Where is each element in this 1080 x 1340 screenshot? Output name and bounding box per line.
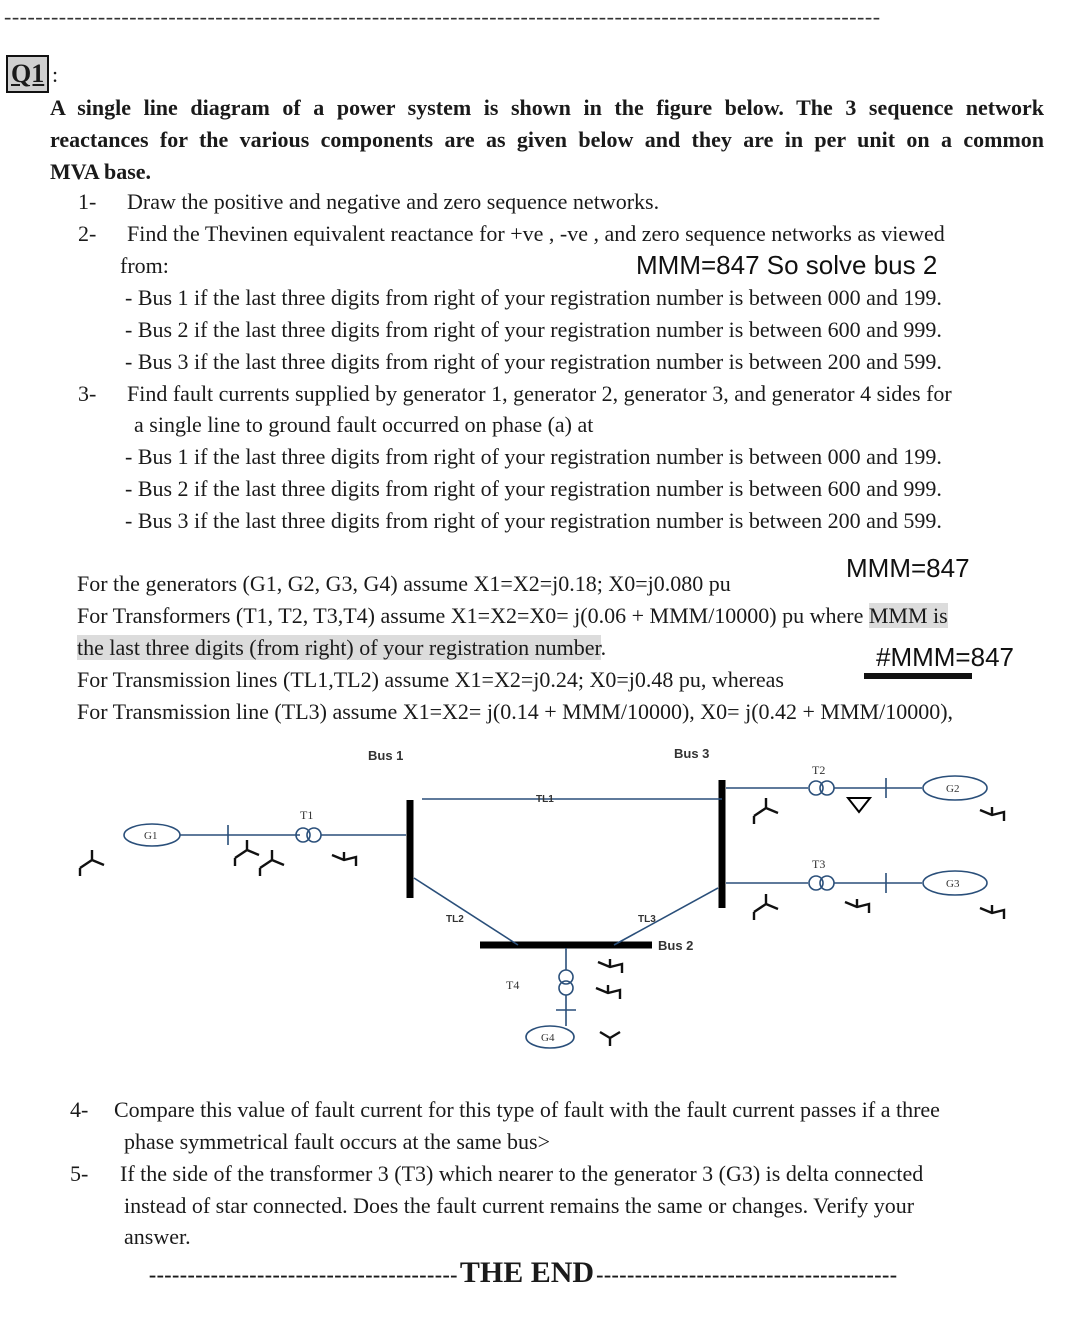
item-5-continuation: instead of star connected. Does the fault current remains the same or changes. Verify your (124, 1193, 915, 1218)
item-2-text: Find the Thevinen equivalent reactance for +ve , -ve , and zero sequence networks as viewed (127, 221, 945, 246)
tl2-label: TL2 (446, 914, 464, 925)
transformers-data-line-2 (77, 635, 606, 661)
line-tl3-data: For Transmission line (TL3) assume X1=X2= j(0.14 + MMM/10000), X0= j(0.42 + MMM/10000), (77, 699, 954, 724)
t3-symbol (820, 876, 834, 890)
item-2-number: 2- (78, 221, 97, 246)
item-1-text: Draw the positive and negative and zero sequence networks. (127, 189, 660, 214)
item-4-text: Compare this value of fault current for this type of fault with the fault current passes if a three (114, 1097, 940, 1122)
t1-label: T1 (300, 808, 314, 822)
bus-2-label: Bus 2 (658, 938, 694, 953)
t2-label: T2 (812, 763, 826, 777)
tl3-line (614, 888, 718, 945)
item-2-continuation: from: (120, 253, 169, 278)
item-4-number: 4- (70, 1097, 89, 1122)
item-3-text: Find fault currents supplied by generator 1, generator 2, generator 3, and generator 4 sides for (127, 381, 952, 406)
item-1-number: 1- (78, 189, 97, 214)
item-3-number: 3- (78, 381, 97, 406)
question-label: Q1 (6, 55, 49, 93)
footer (12, 1256, 1042, 1290)
item-2-option-bus-1: - Bus 1 if the last three digits from right of your registration number is between 000 and 199. (125, 285, 942, 310)
tl1-label: TL1 (536, 794, 554, 805)
intro-line-2: reactances for the various components are as given below and they are in per unit on a common (50, 127, 1044, 152)
g2-label: G2 (946, 783, 960, 795)
handwritten-underline (864, 673, 972, 679)
transformers-data-period: . (600, 635, 607, 660)
tl3-label: TL3 (638, 914, 656, 925)
g4-label: G4 (541, 1032, 555, 1044)
handwritten-note-bus: MMM=847 So solve bus 2 (636, 250, 938, 280)
transformers-data-highlight-2: the last three digits (from right) of your registration number (77, 635, 601, 660)
single-line-diagram (70, 740, 1050, 1070)
t3-label: T3 (812, 857, 826, 871)
t1-symbol (307, 828, 321, 842)
transformers-data-line-1 (77, 603, 948, 629)
item-2-option-bus-3: - Bus 3 if the last three digits from right of your registration number is between 200 and 599. (125, 349, 942, 374)
item-3-continuation: a single line to ground fault occurred on phase (a) at (134, 412, 594, 437)
item-5-number: 5- (70, 1161, 89, 1186)
bus-1-label: Bus 1 (368, 748, 404, 763)
item-3-option-bus-3: - Bus 3 if the last three digits from right of your registration number is between 200 and 599. (125, 508, 942, 533)
t4-label: T4 (506, 978, 520, 992)
transformers-data-highlight: MMM is (868, 603, 948, 628)
item-5-text: If the side of the transformer 3 (T3) which nearer to the generator 3 (G3) is delta connected (120, 1161, 924, 1186)
tl2-line (414, 878, 518, 945)
t2-symbol (820, 781, 834, 795)
the-end-title: THE END (459, 1256, 595, 1289)
intro-line-3: MVA base. (50, 159, 152, 184)
footer-right-dashes: --------------------------------------- (596, 1262, 898, 1287)
item-5-continuation-2: answer. (124, 1224, 191, 1249)
handwritten-note-hash-mmm: #MMM=847 (876, 642, 1014, 672)
generators-data: For the generators (G1, G2, G3, G4) assume X1=X2=j0.18; X0=j0.080 pu (77, 571, 731, 596)
g1-label: G1 (144, 830, 158, 842)
footer-left-dashes: ---------------------------------------- (148, 1262, 458, 1287)
item-3-option-bus-1: - Bus 1 if the last three digits from right of your registration number is between 000 and 199. (125, 444, 942, 469)
item-3-option-bus-2: - Bus 2 if the last three digits from right of your registration number is between 600 and 999. (125, 476, 942, 501)
delta-symbol (848, 798, 870, 812)
item-2-option-bus-2: - Bus 2 if the last three digits from right of your registration number is between 600 and 999. (125, 317, 942, 342)
intro-paragraph (50, 92, 1044, 188)
top-divider: ---------------------------------------------------------------------------------------------------------------- (4, 4, 881, 29)
t4-symbol (559, 981, 573, 995)
question-label-colon: : (52, 62, 59, 87)
intro-line-1: A single line diagram of a power system is shown in the figure below. The 3 sequence network (50, 95, 1044, 120)
bus-3-label: Bus 3 (674, 746, 710, 761)
item-4-continuation: phase symmetrical fault occurs at the same bus> (124, 1129, 550, 1154)
transformers-data-text: For Transformers (T1, T2, T3,T4) assume X1=X2=X0= j(0.06 + MMM/10000) pu where (77, 603, 869, 628)
g3-label: G3 (946, 878, 960, 890)
handwritten-note-mmm: MMM=847 (846, 553, 970, 583)
lines-tl1-tl2-data: For Transmission lines (TL1,TL2) assume X1=X2=j0.24; X0=j0.48 pu, whereas (77, 667, 784, 692)
